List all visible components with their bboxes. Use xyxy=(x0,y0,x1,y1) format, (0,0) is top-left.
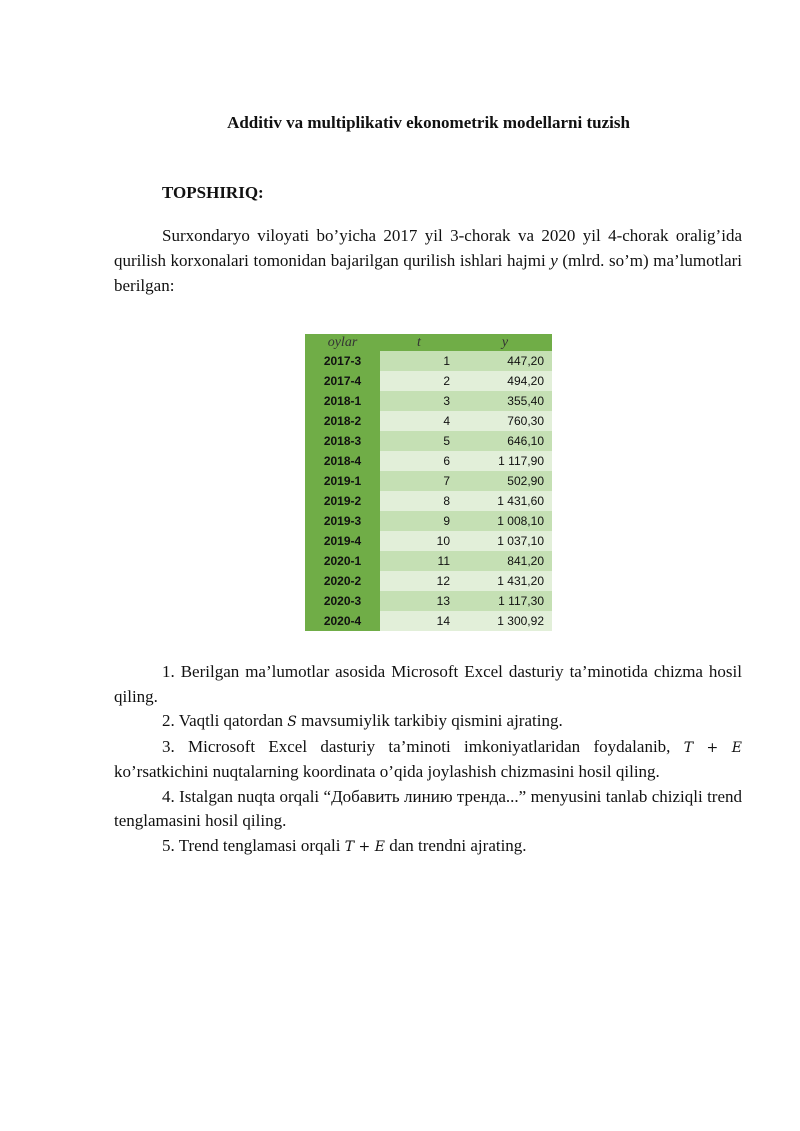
task-list xyxy=(114,660,742,859)
intro-paragraph xyxy=(114,223,742,298)
cell-y: 355,40 xyxy=(458,391,552,411)
cell-y: 502,90 xyxy=(458,471,552,491)
cell-y: 646,10 xyxy=(458,431,552,451)
cell-oylar: 2019-2 xyxy=(305,491,380,511)
intro-variable: y xyxy=(550,251,558,270)
cell-oylar: 2020-3 xyxy=(305,591,380,611)
task-5 xyxy=(114,834,742,860)
task-5-variable: T + E xyxy=(344,838,385,855)
table-row xyxy=(305,491,552,511)
cell-t: 9 xyxy=(380,511,458,531)
cell-t: 7 xyxy=(380,471,458,491)
cell-t: 6 xyxy=(380,451,458,471)
table-header-row xyxy=(305,334,552,351)
table-row xyxy=(305,371,552,391)
cell-y: 1 037,10 xyxy=(458,531,552,551)
table-row xyxy=(305,571,552,591)
cell-t: 8 xyxy=(380,491,458,511)
cell-y: 1 431,60 xyxy=(458,491,552,511)
cell-y: 1 300,92 xyxy=(458,611,552,631)
cell-t: 3 xyxy=(380,391,458,411)
cell-oylar: 2017-3 xyxy=(305,351,380,371)
cell-t: 10 xyxy=(380,531,458,551)
table-row xyxy=(305,471,552,491)
cell-oylar: 2019-3 xyxy=(305,511,380,531)
cell-oylar: 2018-4 xyxy=(305,451,380,471)
task-4: 4. Istalgan nuqta orqali “Добавить линию тренда...” menyusini tanlab chiziqli trend tenglamasini hosil qiling. xyxy=(114,786,742,830)
table-row xyxy=(305,391,552,411)
table-row xyxy=(305,531,552,551)
table-row xyxy=(305,411,552,431)
cell-t: 2 xyxy=(380,371,458,391)
table-row xyxy=(305,551,552,571)
task-3 xyxy=(114,735,742,785)
task-2-variable: S xyxy=(287,714,297,730)
data-table xyxy=(305,334,552,631)
cell-t: 4 xyxy=(380,411,458,431)
cell-oylar: 2020-1 xyxy=(305,551,380,571)
header-t: t xyxy=(380,334,458,351)
cell-oylar: 2018-2 xyxy=(305,411,380,431)
table-row xyxy=(305,611,552,631)
cell-y: 760,30 xyxy=(458,411,552,431)
table-row xyxy=(305,451,552,471)
document-title: Additiv va multiplikativ ekonometrik modellarni tuzish xyxy=(227,113,630,132)
table-row xyxy=(305,511,552,531)
cell-y: 1 117,30 xyxy=(458,591,552,611)
intro-text-before: Surxondaryo viloyati bo’yicha 2017 yil 3-chorak va 2020 yil 4-chorak oralig’ida qurilish korxonalari tomonidan bajarilgan qurilish ishlari hajmi xyxy=(114,226,742,270)
task-3-before: 3. Microsoft Excel dasturiy ta’minoti imkoniyatlaridan foydalanib, xyxy=(162,736,684,756)
task-heading: TOPSHIRIQ: xyxy=(162,183,264,202)
task-5-before: 5. Trend tenglamasi orqali xyxy=(162,835,345,855)
cell-t: 11 xyxy=(380,551,458,571)
cell-oylar: 2019-1 xyxy=(305,471,380,491)
task-2-before: 2. Vaqtli qatordan xyxy=(162,711,288,730)
cell-oylar: 2018-3 xyxy=(305,431,380,451)
cell-y: 1 431,20 xyxy=(458,571,552,591)
cell-t: 5 xyxy=(380,431,458,451)
cell-oylar: 2020-2 xyxy=(305,571,380,591)
table-row xyxy=(305,351,552,371)
cell-oylar: 2017-4 xyxy=(305,371,380,391)
cell-t: 13 xyxy=(380,591,458,611)
cell-oylar: 2020-4 xyxy=(305,611,380,631)
intro-text-after: (mlrd. so’m) ma’lumotlari berilgan: xyxy=(114,251,743,295)
table-body xyxy=(305,351,552,631)
table-row xyxy=(305,431,552,451)
cell-y: 841,20 xyxy=(458,551,552,571)
table-row xyxy=(305,591,552,611)
cell-t: 1 xyxy=(380,351,458,371)
cell-t: 12 xyxy=(380,571,458,591)
task-2-after: mavsumiylik tarkibiy qismini ajrating. xyxy=(296,711,563,730)
cell-oylar: 2019-4 xyxy=(305,531,380,551)
task-3-after: ko’rsatkichini nuqtalarning koordinata o’qida joylashish chizmasini hosil qiling. xyxy=(114,762,660,781)
cell-y: 494,20 xyxy=(458,371,552,391)
cell-y: 1 008,10 xyxy=(458,511,552,531)
cell-t: 14 xyxy=(380,611,458,631)
cell-oylar: 2018-1 xyxy=(305,391,380,411)
header-y: y xyxy=(458,334,552,351)
task-1: 1. Berilgan ma’lumotlar asosida Microsoft Excel dasturiy ta’minotida chizma hosil qiling. xyxy=(114,662,742,706)
header-oylar: oylar xyxy=(305,334,380,351)
cell-y: 447,20 xyxy=(458,351,552,371)
task-2 xyxy=(114,709,742,735)
task-5-after: dan trendni ajrating. xyxy=(384,835,527,855)
task-3-variable: T + E xyxy=(683,739,742,756)
cell-y: 1 117,90 xyxy=(458,451,552,471)
